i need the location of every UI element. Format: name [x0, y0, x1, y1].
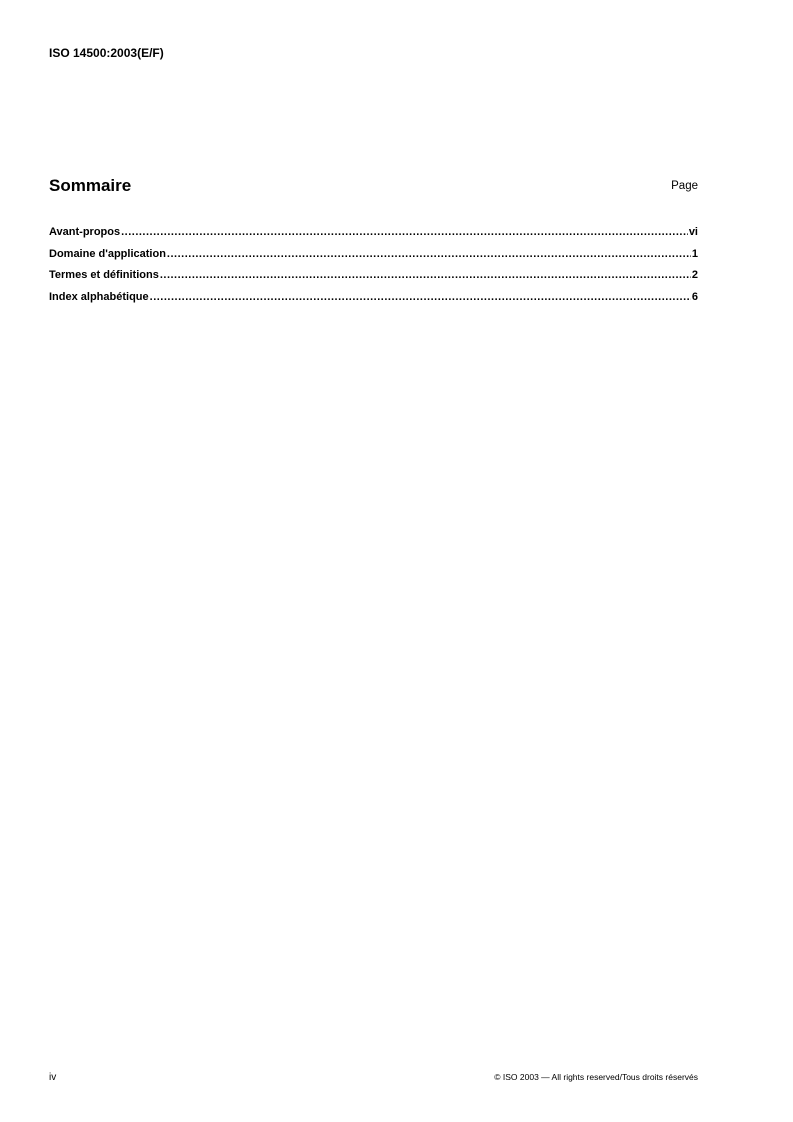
- toc-leader-dots: [167, 248, 691, 260]
- footer-copyright: © ISO 2003 — All rights reserved/Tous droits réservés: [494, 1072, 698, 1082]
- contents-title: Sommaire: [49, 176, 132, 195]
- footer-page-number: iv: [49, 1072, 57, 1083]
- document-header-id: ISO 14500:2003(E/F): [49, 46, 164, 60]
- toc-entry-domaine[interactable]: [49, 248, 698, 270]
- toc-entry-label: Domaine d'application: [49, 247, 166, 260]
- toc-leader-dots: [121, 226, 688, 238]
- toc-entry-avant-propos[interactable]: [49, 226, 698, 248]
- table-of-contents: [49, 226, 698, 312]
- toc-entry-label: Index alphabétique: [49, 290, 149, 303]
- toc-entry-page: 1: [691, 247, 698, 260]
- toc-entry-index[interactable]: [49, 291, 698, 313]
- toc-leader-dots: [150, 291, 691, 303]
- toc-entry-page: 6: [691, 290, 698, 303]
- toc-entry-label: Avant-propos: [49, 226, 121, 238]
- toc-entry-page: 2: [691, 269, 698, 281]
- toc-entry-label: Termes et définitions: [49, 269, 159, 281]
- toc-entry-page: vi: [688, 226, 698, 238]
- page-column-label: Page: [671, 180, 698, 192]
- toc-entry-termes[interactable]: [49, 269, 698, 291]
- toc-leader-dots: [160, 269, 691, 281]
